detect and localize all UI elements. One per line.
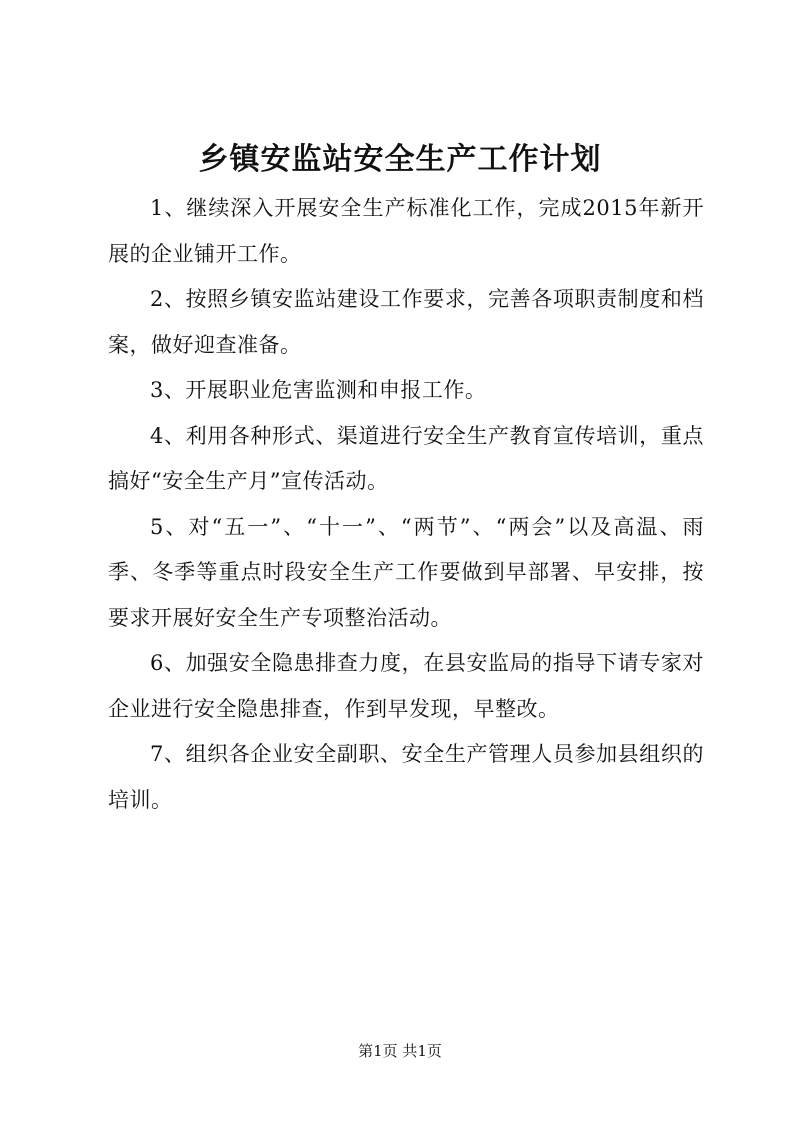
paragraph-item-7: 7、组织各企业安全副职、安全生产管理人员参加县组织的培训。	[108, 742, 704, 812]
paragraph-item-4: 4、利用各种形式、渠道进行安全生产教育宣传培训，重点搞好“安全生产月”宣传活动。	[108, 423, 704, 493]
paragraph-item-6: 6、加强安全隐患排查力度，在县安监局的指导下请专家对企业进行安全隐患排查，作到早发现，早整改。	[108, 651, 704, 721]
paragraph-item-3: 3、开展职业危害监测和申报工作。	[150, 378, 487, 402]
paragraph-item-2: 2、按照乡镇安监站建设工作要求，完善各项职责制度和档案，做好迎查准备。	[108, 287, 704, 357]
document-title: 乡镇安监站安全生产工作计划	[198, 142, 602, 177]
paragraph-item-5: 5、对“五一”、“十一”、“两节”、“两会”以及高温、雨季、冬季等重点时段安全生产工作要做到早部署、早安排，按要求开展好安全生产专项整治活动。	[108, 514, 704, 630]
page-number-footer: 第1页 共1页	[358, 1042, 442, 1060]
paragraph-item-1: 1、继续深入开展安全生产标准化工作，完成2015年新开展的企业铺开工作。	[108, 196, 704, 266]
document-body	[108, 186, 704, 823]
